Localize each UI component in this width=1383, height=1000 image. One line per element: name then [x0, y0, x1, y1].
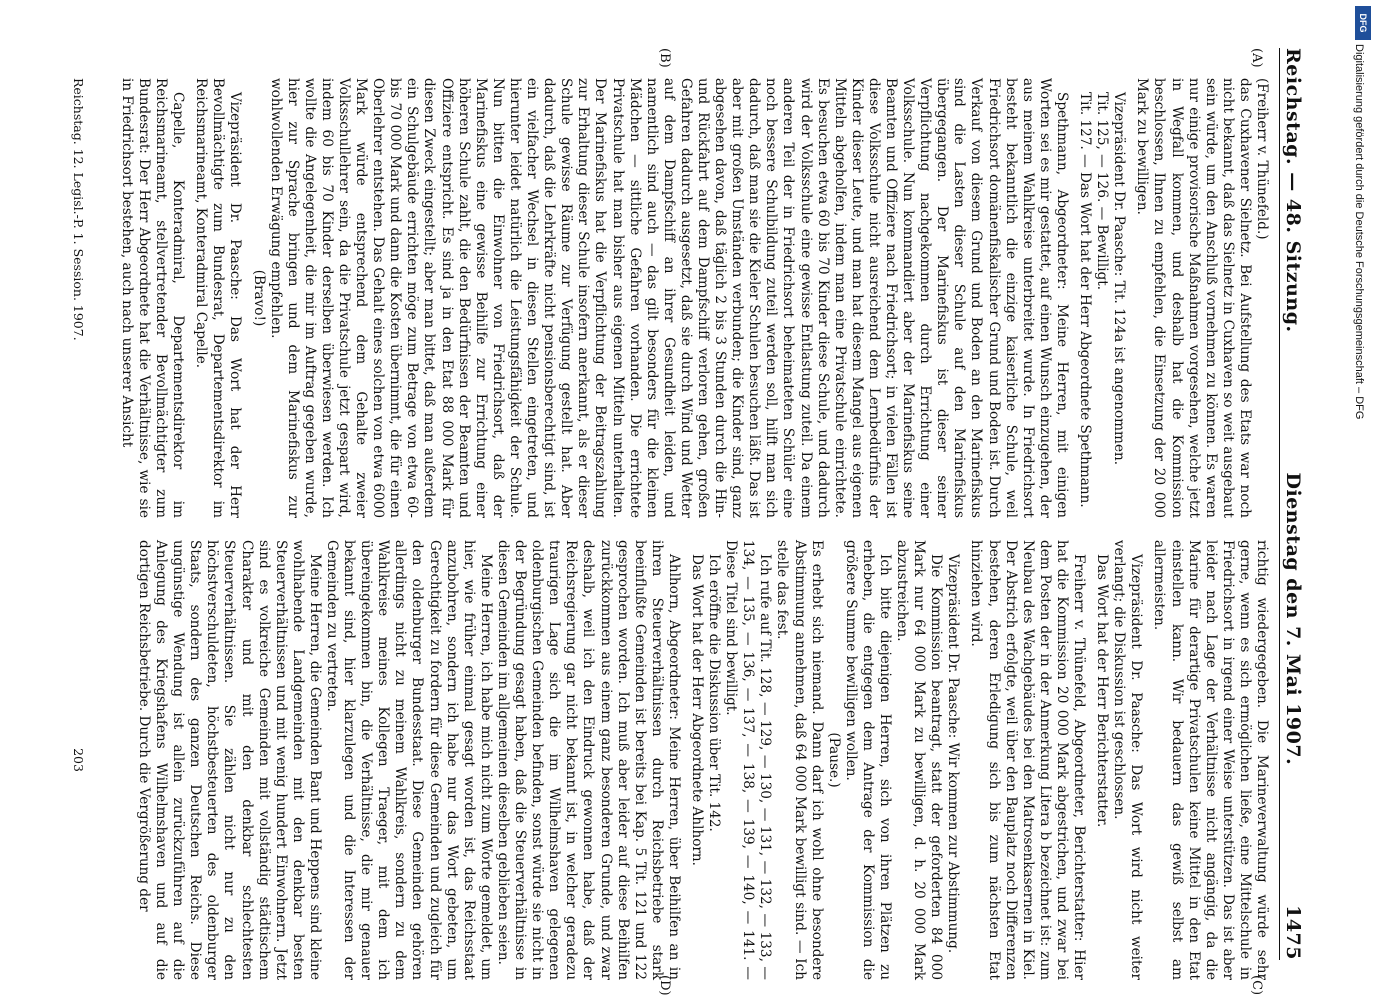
margin-mark-d: (D) — [657, 975, 672, 996]
margin-mark-c: (C) — [1249, 975, 1264, 996]
document-page — [22, 0, 1362, 1000]
header-center: Dienstag den 7. Mai 1907. — [1282, 472, 1304, 766]
paragraph: (Freiherr v. Thünefeld.) — [1254, 78, 1270, 240]
paragraph: das Cuxhavener Sielnetz. Bei Aufstellung des Etats war noch nicht bekannt, daß das Sielnetz in Cuxhaven so weit ausgebaut sein würde, um den Anschluß vornehmen zu können. Es waren nur einige provisorische Maßnahmen vorgesehen, welche jetzt in Wegfall kommen, und deshalb hat die Kommission beschlossen, Ihnen zu empfehlen, die Einsetzung der 20 000 Mark zu bewilligen. — [1134, 78, 1253, 518]
paragraph: Vizepräsident Dr. Paasche: Tit. 124a ist angenommen. — [1111, 92, 1128, 466]
header-left: Reichstag. — 48. Sitzung. — [1282, 48, 1304, 333]
paragraph: richtig wiedergegeben. Die Marineverwaltung würde sehr gerne, wenn es sich ermöglichen ließe, eine Mittelschule in Friedrichsort in irgend einer Weise unterstützen. Das ist aber leider nach Lage der Verhältnisse nicht angängig, da die Marine für derartige Privatschulen keine Mittel in den Etat einstellen kann. Wir bedauern das gewiß selbst am allermeisten. — [1151, 540, 1270, 980]
paragraph: Meine Herren, ich habe mich nicht zum Worte gemeldet, um hier, wie früher einmal gesagt worden ist, das Reichsstaat anzubohren, sondern ich habe nur das Wort gebeten, um Gerechtigkeit zu fordern für diese Gemeinden und zugleich für den oldenburger Bundesstaat. Diese Gemeinden gehören allerdings nicht zu meinem Wahlkreis, sondern zu dem Wahlkreise meines Kollegen Traeger, mit dem ich übereingekommen bin, die Verhältnisse, die mir genauer bekannt sind, hier klarzulegen und die Interessen der Gemeinden zu vertreten. — [324, 540, 494, 980]
paragraph: Ich eröffne die Diskussion über Tit. 142. — [706, 554, 723, 832]
paragraph: Capelle, Konteradmiral, Departementsdirektor im Reichsmarineamt, stellvertretender Bevollmächtigter zum Bundesrat: Der Herr Abgeordnete hat die Verhältnisse, wie sie in Friedrichsort bestehen, auch nach unserer Ansicht — [118, 78, 187, 518]
margin-mark-b: (B) — [657, 48, 672, 68]
paragraph: Die Kommission beantragt, statt der geforderten 84 000 Mark nur 64 000 Mark zu bewilligen, d. h. 20 000 Mark abzustreichen. — [894, 540, 945, 980]
paragraph: Tit. 127. — Das Wort hat der Herr Abgeordnete Spethmann. — [1077, 92, 1094, 508]
right-column — [135, 540, 1270, 980]
paragraph: Es erhebt sich niemand. Dann darf ich wohl ohne besondere Abstimmung annehmen, daß 64 000 Mark bewilligt sind. — Ich stelle das fest. — [774, 540, 825, 980]
dfg-logo: DFG — [1355, 6, 1371, 40]
paragraph: Tit. 125, — 126. — Bewilligt. — [1094, 92, 1111, 291]
paragraph: Ich rufe auf Tit. 128, — 129, — 130, — 131, — 132, — 133, — 134, — 135, — 136, — 137, — 138, — 139, — 140, — 141. — Diese Titel sind bewilligt. — [723, 540, 774, 980]
paragraph: Ahlhorn, Abgeordneter: Meine Herren, über Beihilfen an in ihren Steuerverhältnissen durch Reichsbetriebe stark beeinflußte Gemeinden ist bereits bei Kap. 5 Tit. 121 und 122 gesprochen worden. Ich muß aber leider auf diese Beihilfen zurückkommen aus einem ganz besonderen Grunde, und zwar deshalb, weil ich den Eindruck gewonnen habe, daß der Reichsregierung gar nicht bekannt ist, in welcher geradezu traurigen Lage sich die im Wilhelmshaven gelegenen oldenburgischen Gemeinden befinden, sonst würde sie nicht in der Begründung gesagt haben, daß die Steuerverhältnisse in diesen Gemeinden im allgemeinen dieselben geblieben seien. — [494, 540, 682, 980]
paragraph: Das Wort hat der Herr Abgeordnete Ahlhorn. — [689, 554, 705, 866]
header-rule — [1279, 48, 1280, 960]
margin-mark-a: (A) — [1249, 48, 1264, 68]
left-column — [118, 78, 1270, 518]
paragraph: Freiherr v. Thünefeld, Abgeordneter, Berichterstatter: Hier hat die Kommission 20 000 Mark abgestrichen, und zwar bei dem Posten der in der Anmerkung Litera b bezeichnet ist: zum Neubau des Wachgebäudes bei den Matrosenkasernen in Kiel. Der Abstrich erfolgte, weil über den Bauplatz noch Differenzen bestehen, deren Erledigung sich bis zum nächsten Etat hinziehen wird. — [968, 540, 1088, 980]
page-number: 1475 — [1282, 905, 1304, 960]
paragraph: (Bravo!) — [250, 269, 267, 327]
page-header — [1282, 48, 1316, 960]
footer-left: Reichstag. 12. Legisl.-P. 1. Session. 1907. — [71, 78, 86, 341]
digitization-credit: Digitalisierung gefördert durch die Deutsche Forschungsgemeinschaft – DFG — [1353, 44, 1365, 420]
paragraph: Vizepräsident Dr. Paasche: Das Wort hat der Herr Bevollmächtigte zum Bundesrat, Departementsdirektor im Reichsmarineamt, Konteradmiral Capelle. — [193, 78, 244, 518]
paragraph: Ich bitte diejenigen Herren, sich von ihren Plätzen zu erheben, die entgegen dem Antrage der Kommission die größere Summe bewilligen wollen. — [842, 540, 894, 980]
footer-page-mark: 203 — [71, 748, 86, 772]
paragraph: Vizepräsident Dr. Paasche: Wir kommen zur Abstimmung. — [945, 554, 962, 954]
paragraph: Das Wort hat der Herr Berichterstatter. — [1094, 554, 1111, 828]
paragraph: Vizepräsident Dr. Paasche: Das Wort wird nicht weiter verlangt; die Diskussion ist geschlossen. — [1111, 540, 1145, 980]
paragraph: (Pause.) — [825, 732, 842, 788]
paragraph: Meine Herren, die Gemeinden Bant und Heppens sind kleine wohlhabende Landgemeinden mit den denkbar besten Steuerverhältnissen und mit wenig hundert Einwohnern. Jetzt sind es volkreiche Gemeinden mit vollständig städtischem Charakter und mit den denkbar schlechtesten Steuerverhältnissen. Sie zählen nicht nur zu den höchstverschuldeten, höchstbesteuerten des oldenburger Staats, sondern des ganzen Deutschen Reichs. Diese ungünstige Wendung ist allein zurückzuführen auf die Anlegung des Kriegshafens Wilhelmshaven und auf die dortigen Reichsbetriebe. Durch die Vergrößerung der — [136, 540, 323, 980]
paragraph: Spethmann, Abgeordneter: Meine Herren, mit einigen Worten sei es mir gestattet, auf einen Wunsch einzugehen, der aus meinem Wahlkreise unterbreitet wurde. In Friedrichsort besteht bekanntlich die einzige kaiserliche Schule, weil Friedrichsort domänenfiskalischer Grund und Boden ist. Durch Verkauf von diesem Grund und Boden an den Marinefiskus sind die Lasten dieser Schule auf den Marinefiskus übergegangen. Der Marinefiskus ist dieser seiner Verpflichtung nachgekommen durch Errichtung einer Volksschule. Nun kommandiert aber der Marinefiskus seine Beamten und Offiziere nach Friedrichsort; in vielen Fällen ist diese Volksschule nicht ausreichend dem Lernbedürfnis der Kinder dieser Leute, und man hat diesem Mangel aus eigenen Mitteln abgeholfen, indem man eine Privatschule einrichtete. Es besuchen etwa 60 bis 70 Kinder diese Schule, und dadurch wird der Volksschule eine gewisse Entlastung zuteil. Da einem anderen Teil der in Friedrichsort beheimateten Schüler eine noch bessere Schulbildung zuteil werden soll, hilft man sich dadurch, daß man sie die Kieler Schulen besuchen läßt. Das ist aber mit großen Umständen verbunden; die Kinder sind, ganz abgesehen davon, daß täglich 2 bis 3 Stunden durch die Hin- und Rückfahrt auf dem Dampfschiff verloren gehen, großen Gefahren dadurch ausgesetzt, daß sie durch Wind und Wetter auf dem Dampfschiff an ihrer Gesundheit leiden, und namentlich sind auch — das gilt besonders für die kleinen Mädchen — sittliche Gefahren vorhanden. Die errichtete Privatschule hat man bisher aus eigenen Mitteln unterhalten. Der Marinefiskus hat die Verpflichtung der Beitragszahlung zur Erhaltung dieser Schule insofern anerkannt, als er dieser Schule gewisse Räume zur Verfügung gestellt hat. Aber dadurch, daß die Lehrkräfte nicht pensionsberechtigt sind, ist ein vielfacher Wechsel in diesen Stellen eingetreten, und hierunter leidet natürlich die Leistungsfähigkeit der Schule. Nun bitten die Einwohner von Friedrichsort, daß der Marinefiskus eine gewisse Beihilfe zur Errichtung einer höheren Schule zahlt, die den Bedürfnissen der Beamten und Offiziere entspricht. Es sind ja in den Etat 88 000 Mark für diesen Zweck eingestellt; aber man bittet, daß man außerdem ein Schulgebäude errichten möge zum Betrage von etwa 60- bis 70 000 Mark und dann die Kosten übernimmt, die für einen Oberlehrer entstehen. Das Gehalt eines solchen von etwa 6000 Mark würde entsprechend dem Gehalte zweier Volksschullehrer sein, da die Privatschule jetzt gespart wird, indem 60 bis 70 Kinder derselben überwiesen werden. Ich wollte die Angelegenheit, die mir im Auftrag gegeben wurde, hier zur Sprache bringen und dem Marinefiskus zur wohlwollenden Erwägung empfehlen. — [267, 78, 1070, 518]
